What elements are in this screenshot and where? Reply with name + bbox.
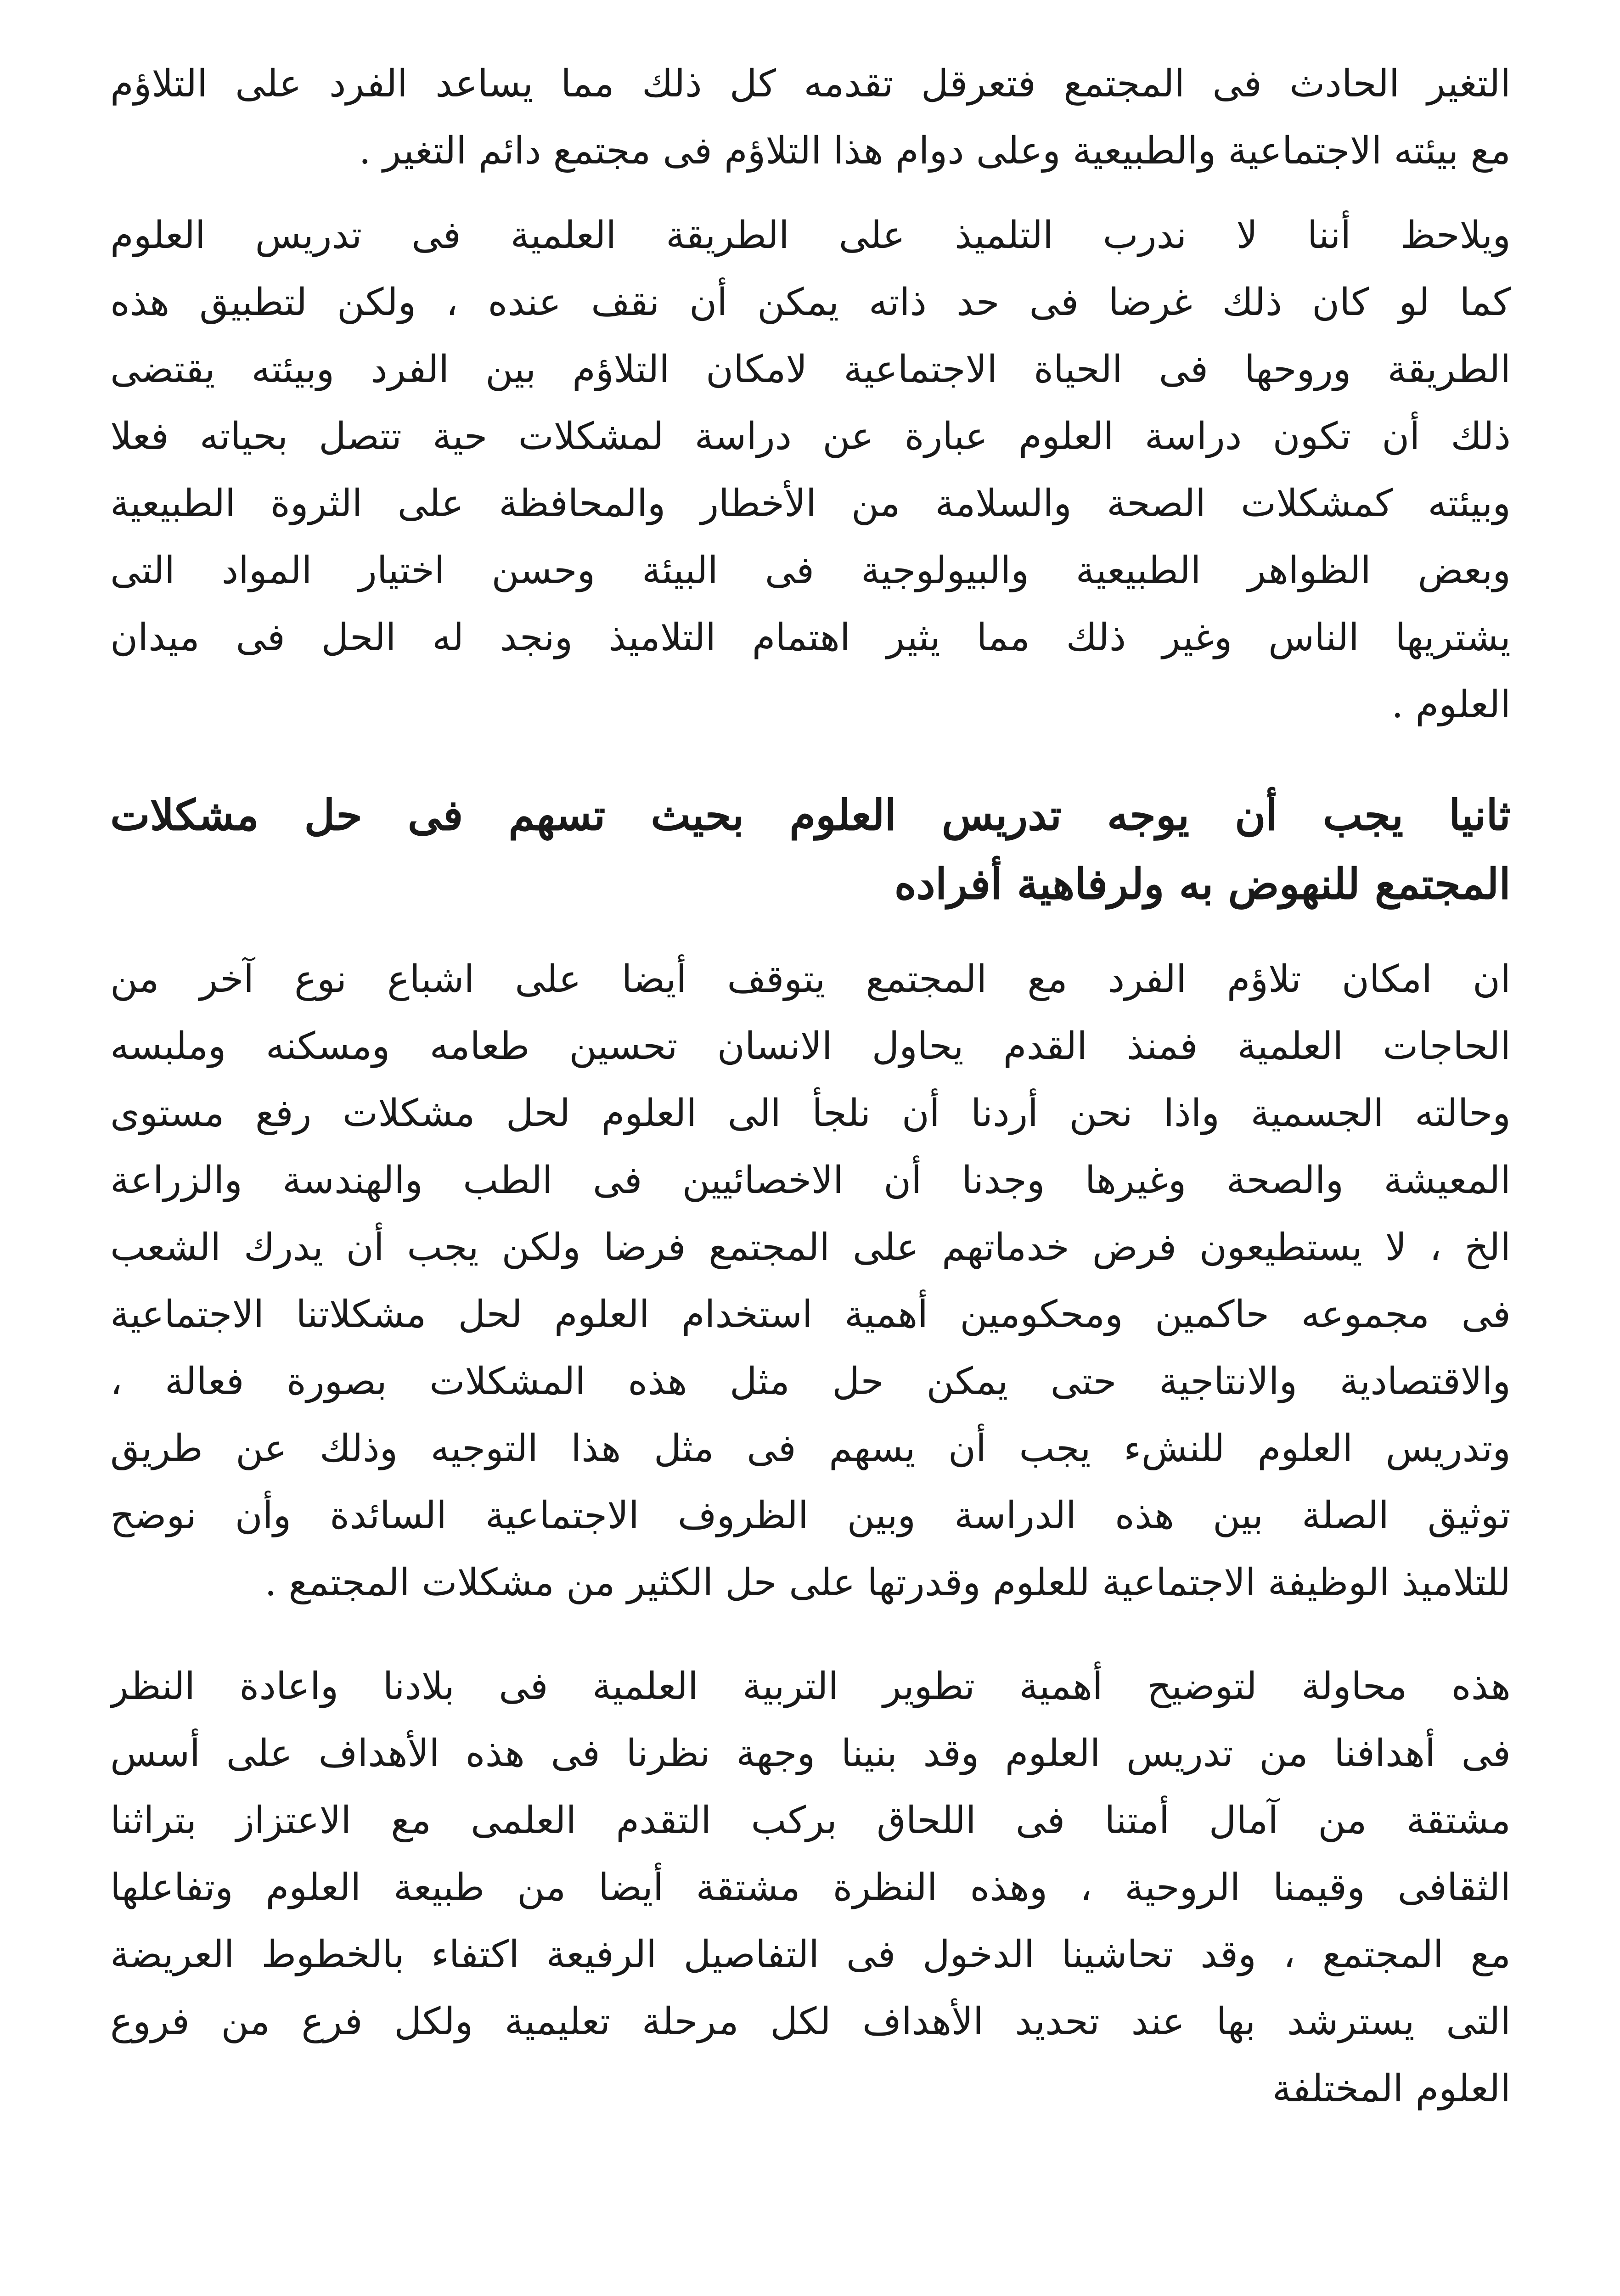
paragraph-1: [110, 51, 1511, 185]
text-line: مع المجتمع ، وقد تحاشينا الدخول فى التفاصيل الرفيعة اكتفاء بالخطوط العريضة: [110, 1933, 1511, 1976]
heading-line: ثانيا يجب أن يوجه تدريس العلوم بحيث تسهم فى حل مشكلات: [110, 790, 1511, 840]
text-line: وتدريس العلوم للنشء يجب أن يسهم فى مثل هذا التوجيه وذلك عن طريق: [110, 1427, 1511, 1470]
text-line: المعيشة والصحة وغيرها وجدنا أن الاخصائيين فى الطب والهندسة والزراعة: [110, 1159, 1511, 1202]
text-line: الثقافى وقيمنا الروحية ، وهذه النظرة مشتقة أيضا من طبيعة العلوم وتفاعلها: [110, 1866, 1511, 1909]
text-line: وبعض الظواهر الطبيعية والبيولوجية فى البيئة وحسن اختيار المواد التى: [110, 549, 1511, 592]
text-line: مشتقة من آمال أمتنا فى اللحاق بركب التقدم العلمى مع الاعتزاز بتراثنا: [110, 1799, 1511, 1842]
text-line: فى مجموعه حاكمين ومحكومين أهمية استخدام العلوم لحل مشكلاتنا الاجتماعية: [110, 1293, 1511, 1336]
text-line: وبيئته كمشكلات الصحة والسلامة من الأخطار والمحافظة على الثروة الطبيعية: [110, 482, 1511, 525]
section-heading: [110, 781, 1511, 918]
text-line: الطريقة وروحها فى الحياة الاجتماعية لامكان التلاؤم بين الفرد وبيئته يقتضى: [110, 348, 1511, 391]
text-line: ويلاحظ أننا لا ندرب التلميذ على الطريقة العلمية فى تدريس العلوم: [110, 214, 1511, 257]
text-line: يشتريها الناس وغير ذلك مما يثير اهتمام التلاميذ ونجد له الحل فى ميدان: [110, 616, 1511, 659]
text-line: ان امكان تلاؤم الفرد مع المجتمع يتوقف أيضا على اشباع نوع آخر من: [110, 957, 1511, 1001]
paragraph-2: [110, 202, 1511, 738]
heading-line: المجتمع للنهوض به ولرفاهية أفراده: [894, 859, 1511, 909]
text-line: العلوم المختلفة: [1272, 2067, 1511, 2110]
text-line: وحالته الجسمية واذا نحن أردنا أن نلجأ الى العلوم لحل مشكلات رفع مستوى: [110, 1092, 1511, 1135]
text-line: توثيق الصلة بين هذه الدراسة وبين الظروف الاجتماعية السائدة وأن نوضح: [110, 1494, 1511, 1537]
text-line: الخ ، لا يستطيعون فرض خدماتهم على المجتمع فرضا ولكن يجب أن يدرك الشعب: [110, 1226, 1511, 1269]
text-line: للتلاميذ الوظيفة الاجتماعية للعلوم وقدرتها على حل الكثير من مشكلات المجتمع .: [264, 1561, 1511, 1604]
text-line: هذه محاولة لتوضيح أهمية تطوير التربية العلمية فى بلادنا واعادة النظر: [110, 1665, 1511, 1708]
text-line: الحاجات العلمية فمنذ القدم يحاول الانسان تحسين طعامه ومسكنه وملبسه: [110, 1024, 1511, 1068]
text-line: التى يسترشد بها عند تحديد الأهداف لكل مرحلة تعليمية ولكل فرع من فروع: [110, 2000, 1511, 2043]
text-line: والاقتصادية والانتاجية حتى يمكن حل مثل هذه المشكلات بصورة فعالة ،: [110, 1360, 1511, 1403]
text-line: كما لو كان ذلك غرضا فى حد ذاته يمكن أن نقف عنده ، ولكن لتطبيق هذه: [110, 281, 1511, 324]
text-line: العلوم .: [1391, 683, 1511, 726]
paragraph-3: [110, 946, 1511, 1616]
text-line: التغير الحادث فى المجتمع فتعرقل تقدمه كل ذلك مما يساعد الفرد على التلاؤم: [110, 62, 1511, 106]
text-line: فى أهدافنا من تدريس العلوم وقد بنينا وجهة نظرنا فى هذه الأهداف على أسس: [110, 1732, 1511, 1775]
paragraph-4: [110, 1653, 1511, 2122]
text-line: مع بيئته الاجتماعية والطبيعية وعلى دوام هذا التلاؤم فى مجتمع دائم التغير .: [359, 129, 1511, 173]
text-line: ذلك أن تكون دراسة العلوم عبارة عن دراسة لمشكلات حية تتصل بحياته فعلا: [110, 415, 1511, 458]
